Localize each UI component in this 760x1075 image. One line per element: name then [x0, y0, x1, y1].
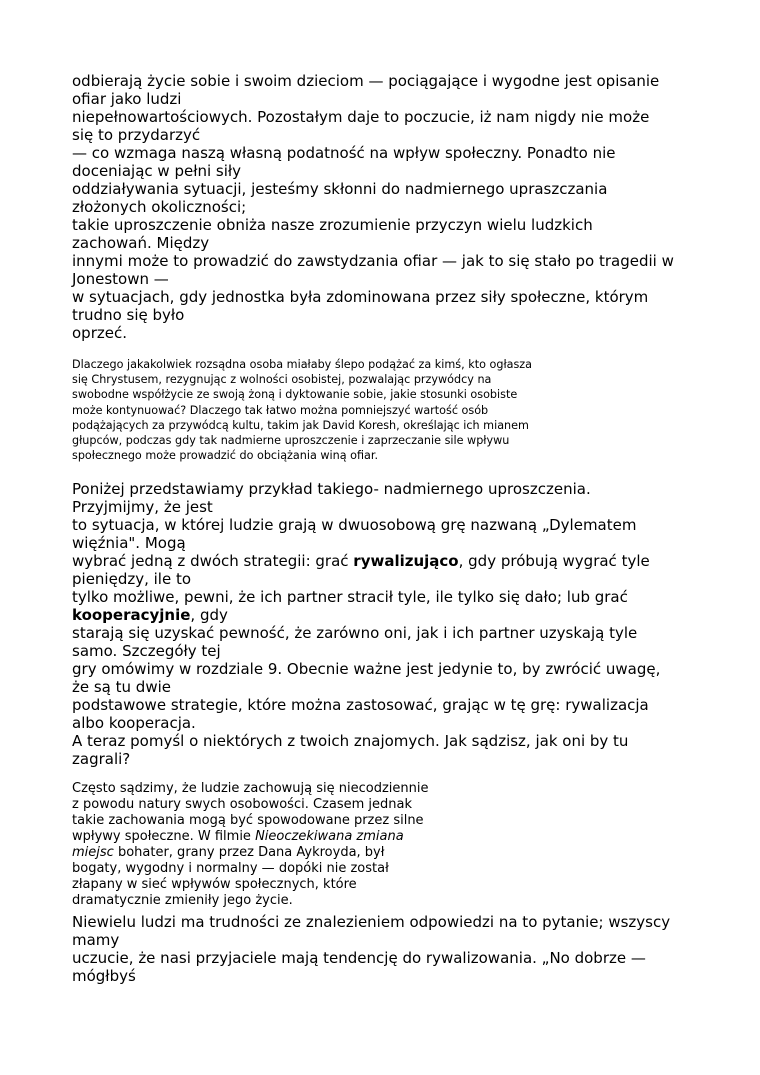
text-line: innymi może to prowadzić do zawstydzania ofiar — jak to się stało po tragedii w	[72, 252, 674, 270]
text-line: tylko możliwe, pewni, że ich partner stracił tyle, ile tylko się dało; lub grać	[72, 588, 628, 606]
text-line: Przyjmijmy, że jest	[72, 498, 213, 516]
text-line: mógłbyś	[72, 967, 136, 985]
text-line: oprzeć.	[72, 324, 127, 342]
text-line: złożonych okoliczności;	[72, 198, 247, 216]
side-line: Często sądzimy, że ludzie zachowują się niecodziennie	[72, 781, 429, 796]
box-line: może kontynuować? Dlaczego tak łatwo można pomniejszyć wartość osób	[72, 403, 489, 417]
text-line: więźnia". Mogą	[72, 534, 186, 552]
text-line: odbierają życie sobie i swoim dzieciom — pociągające i wygodne jest opisanie	[72, 72, 660, 90]
side-line: bogaty, wygodny i normalny — dopóki nie został	[72, 861, 389, 876]
text-line: — co wzmaga naszą własną podatność na wpływ społeczny. Ponadto nie	[72, 144, 616, 162]
text-segment: , gdy próbują wygrać tyle	[458, 552, 650, 570]
text-segment: wybrać jedną z dwóch strategii: grać	[72, 552, 354, 570]
text-line: mamy	[72, 931, 120, 949]
text-line: doceniając w pełni siły	[72, 162, 242, 180]
text-line: ofiar jako ludzi	[72, 90, 182, 108]
text-line	[72, 606, 712, 624]
box-line: się Chrystusem, rezygnując z wolności osobistej, pozwalając przywódcy na	[72, 373, 492, 387]
text-segment: , gdy	[190, 606, 228, 624]
paragraph-prisoners-dilemma	[72, 480, 712, 768]
box-line: głupców, podczas gdy tak nadmierne uproszczenie i zaprzeczanie sile wpływu	[72, 434, 510, 448]
text-line: zagrali?	[72, 750, 131, 768]
text-line: Jonestown —	[72, 270, 169, 288]
side-line	[72, 845, 472, 861]
text-line: trudno się było	[72, 306, 185, 324]
text-line: się to przydarzyć	[72, 126, 201, 144]
box-line: podążających za przywódcą kultu, takim jak David Koresh, określając ich mianem	[72, 418, 529, 432]
bold-term-competitive: rywalizująco	[353, 552, 459, 570]
text-segment: bohater, grany przez Dana Aykroyda, był	[113, 845, 385, 860]
film-title-cont: miejsc	[72, 845, 114, 860]
side-line: dramatycznie zmieniły jego życie.	[72, 893, 293, 908]
text-line	[72, 552, 712, 570]
text-line: że są tu dwie	[72, 678, 171, 696]
side-line: takie zachowania mogą być spowodowane przez silne	[72, 813, 424, 828]
text-line: A teraz pomyśl o niektórych z twoich znajomych. Jak sądzisz, jak oni by tu	[72, 732, 629, 750]
text-line: zachowań. Między	[72, 234, 210, 252]
text-line: podstawowe strategie, które można zastosować, grając w tę grę: rywalizacja	[72, 696, 649, 714]
text-line: Poniżej przedstawiamy przykład takiego- nadmiernego uproszczenia.	[72, 480, 591, 498]
box-line: swobodne współżycie ze swoją żoną i dyktowanie sobie, jakie stosunki osobiste	[72, 388, 518, 402]
text-line: w sytuacjach, gdy jednostka była zdominowana przez siły społeczne, którym	[72, 288, 649, 306]
text-line: samo. Szczegóły tej	[72, 642, 221, 660]
text-line: albo kooperacja.	[72, 714, 196, 732]
text-line: to sytuacja, w której ludzie grają w dwuosobową grę nazwaną „Dylematem	[72, 516, 637, 534]
text-line: pieniędzy, ile to	[72, 570, 192, 588]
text-line: oddziaływania sytuacji, jesteśmy skłonni do nadmiernego upraszczania	[72, 180, 608, 198]
text-segment: wpływy społeczne. W filmie	[72, 829, 256, 844]
film-title: Nieoczekiwana zmiana	[255, 829, 404, 844]
text-line: Niewielu ludzi ma trudności ze znalezieniem odpowiedzi na to pytanie; wszyscy	[72, 913, 671, 931]
text-line: gry omówimy w rozdziale 9. Obecnie ważne jest jedynie to, by zwrócić uwagę,	[72, 660, 661, 678]
paragraph-victims	[72, 72, 712, 342]
text-line: starają się uzyskać pewność, że zarówno oni, jak i ich partner uzyskają tyle	[72, 624, 638, 642]
box-line: społecznego może prowadzić do obciążania winą ofiar.	[72, 449, 379, 463]
side-line: złapany w sieć wpływów społecznych, które	[72, 877, 357, 892]
box-line: Dlaczego jakakolwiek rozsądna osoba miałaby ślepo podążać za kimś, kto ogłasza	[72, 358, 533, 371]
paragraph-friends	[72, 913, 712, 985]
side-line	[72, 829, 472, 845]
bold-term-cooperative: kooperacyjnie	[72, 606, 191, 624]
text-line: uczucie, że nasi przyjaciele mają tendencję do rywalizowania. „No dobrze —	[72, 949, 646, 967]
side-note-film	[72, 781, 472, 909]
side-line: z powodu natury swych osobowości. Czasem jednak	[72, 797, 412, 812]
text-line: takie uproszczenie obniża nasze zrozumienie przyczyn wielu ludzkich	[72, 216, 593, 234]
sidebar-box-koresh	[72, 357, 612, 463]
text-line: niepełnowartościowych. Pozostałym daje to poczucie, iż nam nigdy nie może	[72, 108, 650, 126]
